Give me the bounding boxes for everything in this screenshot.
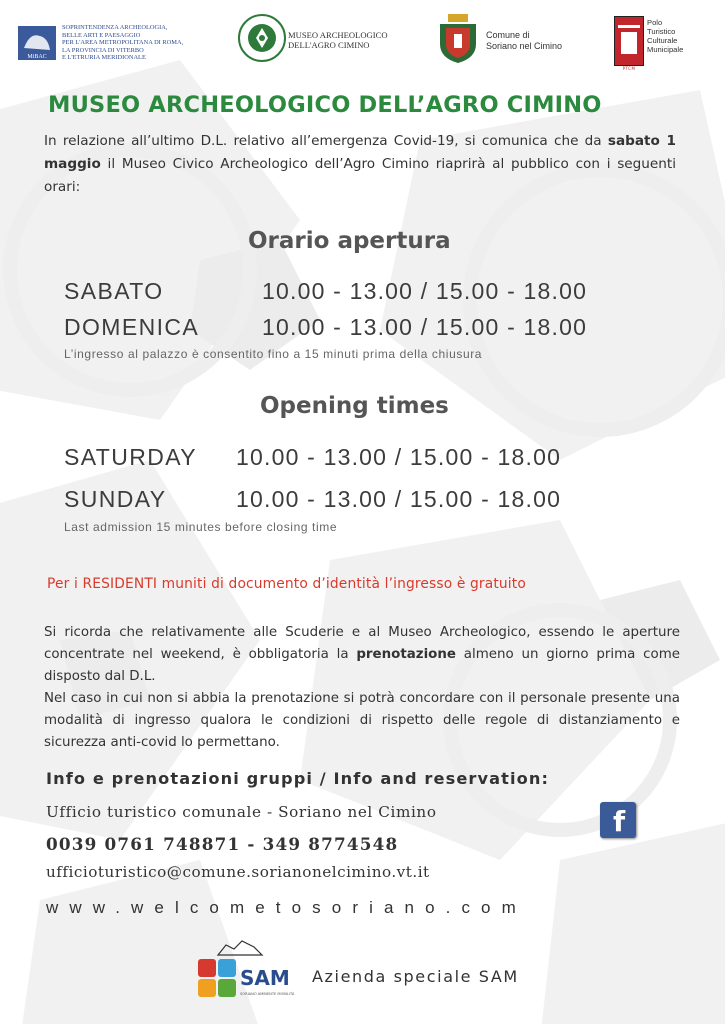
intro-date: sabato 1 maggio (44, 133, 677, 172)
opening-hours-saturday: 10.00 - 13.00 / 15.00 - 18.00 (236, 444, 562, 470)
orario-hours-domenica: 10.00 - 13.00 / 15.00 - 18.00 (262, 314, 588, 340)
intro-text-2: il Museo Civico Archeologico dell’Agro Cimino riaprirà al pubblico con i seguenti orari: (44, 156, 676, 195)
opening-note: Last admission 15 minutes before closing time (64, 520, 338, 534)
reservation-text-1b: almeno un giorno prima come disposto dal D.L. (44, 647, 680, 684)
museo-emblem-icon (238, 14, 286, 62)
comune-logo (438, 14, 578, 74)
reservation-paragraphs (44, 622, 680, 754)
residenti-notice: Per i RESIDENTI muniti di documento d’identità l’ingresso è gratuito (47, 576, 526, 592)
office-name: Ufficio turistico comunale - Soriano nel Cimino (46, 803, 437, 821)
email-address: ufficioturistico@comune.sorianonelcimino.vt.it (46, 863, 430, 881)
polo-logo-text: Polo Turistico Culturale Municipale (647, 18, 684, 54)
reservation-paragraph-1 (44, 622, 680, 688)
polo-logo (614, 16, 714, 76)
polo-sub-text: PTCM (622, 66, 636, 71)
opening-day-sunday: SUNDAY (64, 486, 167, 512)
comune-logo-text: Comune di Soriano nel Cimino (486, 30, 563, 51)
sam-tile-orange-icon (198, 979, 216, 997)
page-title: MUSEO ARCHEOLOGICO DELL’AGRO CIMINO (48, 92, 602, 118)
reservation-paragraph-2: Nel caso in cui non si abbia la prenotazione si potrà concordare con il personale presente una modalità di ingresso qualora le condizioni di rispetto delle regole di distanziamento e sicurezza anti-covid lo permettano. (44, 691, 680, 750)
museo-logo (238, 14, 388, 74)
orario-hours-sabato: 10.00 - 13.00 / 15.00 - 18.00 (262, 278, 588, 304)
sam-logo-text: SAM (240, 966, 290, 990)
mibac-emblem-icon (18, 26, 56, 60)
mibac-text: SOPRINTENDENZA ARCHEOLOGIA, BELLE ARTI E PAESAGGIO PER L'AREA METROPOLITANA DI ROMA, LA PROVINCIA DI VITERBO E L'ETRURIA MERIDIONALE (62, 24, 184, 62)
orario-day-domenica: DOMENICA (64, 314, 200, 340)
mibac-badge-text: MiBAC (27, 54, 47, 60)
website-url: www.welcometosoriano.com (46, 898, 527, 917)
info-title: Info e prenotazioni gruppi / Info and reservation: (46, 769, 550, 788)
sam-tile-blue-icon (218, 959, 236, 977)
facebook-glyph: f (613, 805, 626, 838)
sam-tile-green-icon (218, 979, 236, 997)
opening-hours-sunday: 10.00 - 13.00 / 15.00 - 18.00 (236, 486, 562, 512)
reservation-bold: prenotazione (356, 647, 456, 662)
sam-logo (194, 937, 296, 1007)
facebook-icon[interactable] (600, 802, 636, 838)
orario-title: Orario apertura (248, 228, 451, 254)
polo-badge-icon (614, 16, 644, 66)
sam-tile-red-icon (198, 959, 216, 977)
orario-day-sabato: SABATO (64, 278, 164, 304)
museo-logo-text: MUSEO ARCHEOLOGICO DELL'AGRO CIMINO (288, 30, 388, 50)
intro-paragraph (44, 130, 676, 199)
mibac-logo (18, 22, 188, 70)
orario-note: L’ingresso al palazzo è consentito fino a 15 minuti prima della chiusura (64, 347, 483, 361)
sam-logo-sub: SORIANO AMBIENTE MOBILITÀ (240, 992, 295, 996)
phone-numbers: 0039 0761 748871 - 349 8774548 (46, 834, 399, 854)
opening-title: Opening times (260, 393, 449, 419)
intro-text-1: In relazione all’ultimo D.L. relativo all’emergenza Covid-19, si comunica che da (44, 133, 608, 149)
company-name: Azienda speciale SAM (312, 967, 519, 986)
reservation-text-1a: Si ricorda che relativamente alle Scuderie e al Museo Archeologico, essendo le aperture concentrate nel weekend, è obbligatoria la (44, 625, 680, 662)
opening-day-saturday: SATURDAY (64, 444, 198, 470)
comune-shield-icon (438, 14, 478, 64)
